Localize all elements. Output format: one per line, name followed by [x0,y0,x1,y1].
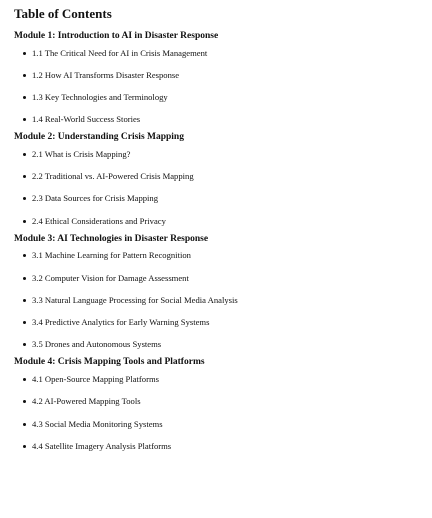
module-3-items [14,250,418,350]
module-title: Module 3: AI Technologies in Disaster Response [14,233,209,244]
module-title: Module 2: Understanding Crisis Mapping [14,132,184,143]
toc-item-3-2[interactable] [23,273,418,284]
module-3 [14,233,418,351]
bullet-icon [23,423,26,426]
toc-item-3-1[interactable] [23,250,418,261]
toc-item-label: 3.4 Predictive Analytics for Early Warning Systems [32,317,210,328]
bullet-icon [23,378,26,381]
module-2-items [14,149,418,227]
toc-item-label: 1.1 The Critical Need for AI in Crisis Management [32,47,208,58]
toc-item-label: 1.3 Key Technologies and Terminology [32,92,168,103]
bullet-icon [23,220,26,223]
bullet-icon [23,96,26,99]
module-4 [14,356,418,451]
toc-item-4-4[interactable] [23,441,418,452]
toc-item-label: 4.3 Social Media Monitoring Systems [32,418,163,429]
module-1 [14,30,418,125]
toc-item-3-3[interactable] [23,295,418,306]
toc-item-4-3[interactable] [23,419,418,430]
toc-item-1-2[interactable] [23,70,418,81]
toc-item-1-1[interactable] [23,48,418,59]
toc-item-label: 3.5 Drones and Autonomous Systems [32,339,162,350]
toc-item-label: 2.1 What is Crisis Mapping? [32,148,131,159]
bullet-icon [23,321,26,324]
module-4-items [14,374,418,452]
toc-item-1-4[interactable] [23,114,418,125]
bullet-icon [23,277,26,280]
bullet-icon [23,299,26,302]
module-title: Module 1: Introduction to AI in Disaster Response [14,31,219,41]
toc-item-3-5[interactable] [23,339,418,350]
bullet-icon [23,175,26,178]
toc-item-3-4[interactable] [23,317,418,328]
toc-item-4-1[interactable] [23,374,418,385]
toc-item-1-3[interactable] [23,92,418,103]
bullet-icon [23,197,26,200]
toc-title: Table of Contents [14,6,112,21]
toc-item-label: 3.2 Computer Vision for Damage Assessment [32,272,189,283]
toc-item-2-3[interactable] [23,193,418,204]
bullet-icon [23,254,26,257]
toc-item-4-2[interactable] [23,396,418,407]
bullet-icon [23,445,26,448]
toc-item-label: 3.1 Machine Learning for Pattern Recognition [32,250,191,261]
toc-item-label: 4.2 AI-Powered Mapping Tools [32,396,141,407]
module-1-items [14,48,418,126]
toc-item-label: 3.3 Natural Language Processing for Social Media Analysis [32,294,238,305]
toc-item-2-1[interactable] [23,149,418,160]
bullet-icon [23,343,26,346]
toc-item-label: 4.1 Open-Source Mapping Platforms [32,373,159,384]
module-2 [14,131,418,226]
toc-item-label: 4.4 Satellite Imagery Analysis Platforms [32,440,172,451]
toc-item-label: 2.3 Data Sources for Crisis Mapping [32,193,159,204]
module-title: Module 4: Crisis Mapping Tools and Platforms [14,357,205,368]
toc-item-label: 1.2 How AI Transforms Disaster Response [32,69,180,80]
bullet-icon [23,52,26,55]
toc-item-2-2[interactable] [23,171,418,182]
bullet-icon [23,74,26,77]
bullet-icon [23,118,26,121]
bullet-icon [23,153,26,156]
toc-item-2-4[interactable] [23,216,418,227]
toc-item-label: 1.4 Real-World Success Stories [32,114,141,125]
bullet-icon [23,400,26,403]
toc-item-label: 2.2 Traditional vs. AI-Powered Crisis Mapping [32,171,194,182]
toc-item-label: 2.4 Ethical Considerations and Privacy [32,215,166,226]
